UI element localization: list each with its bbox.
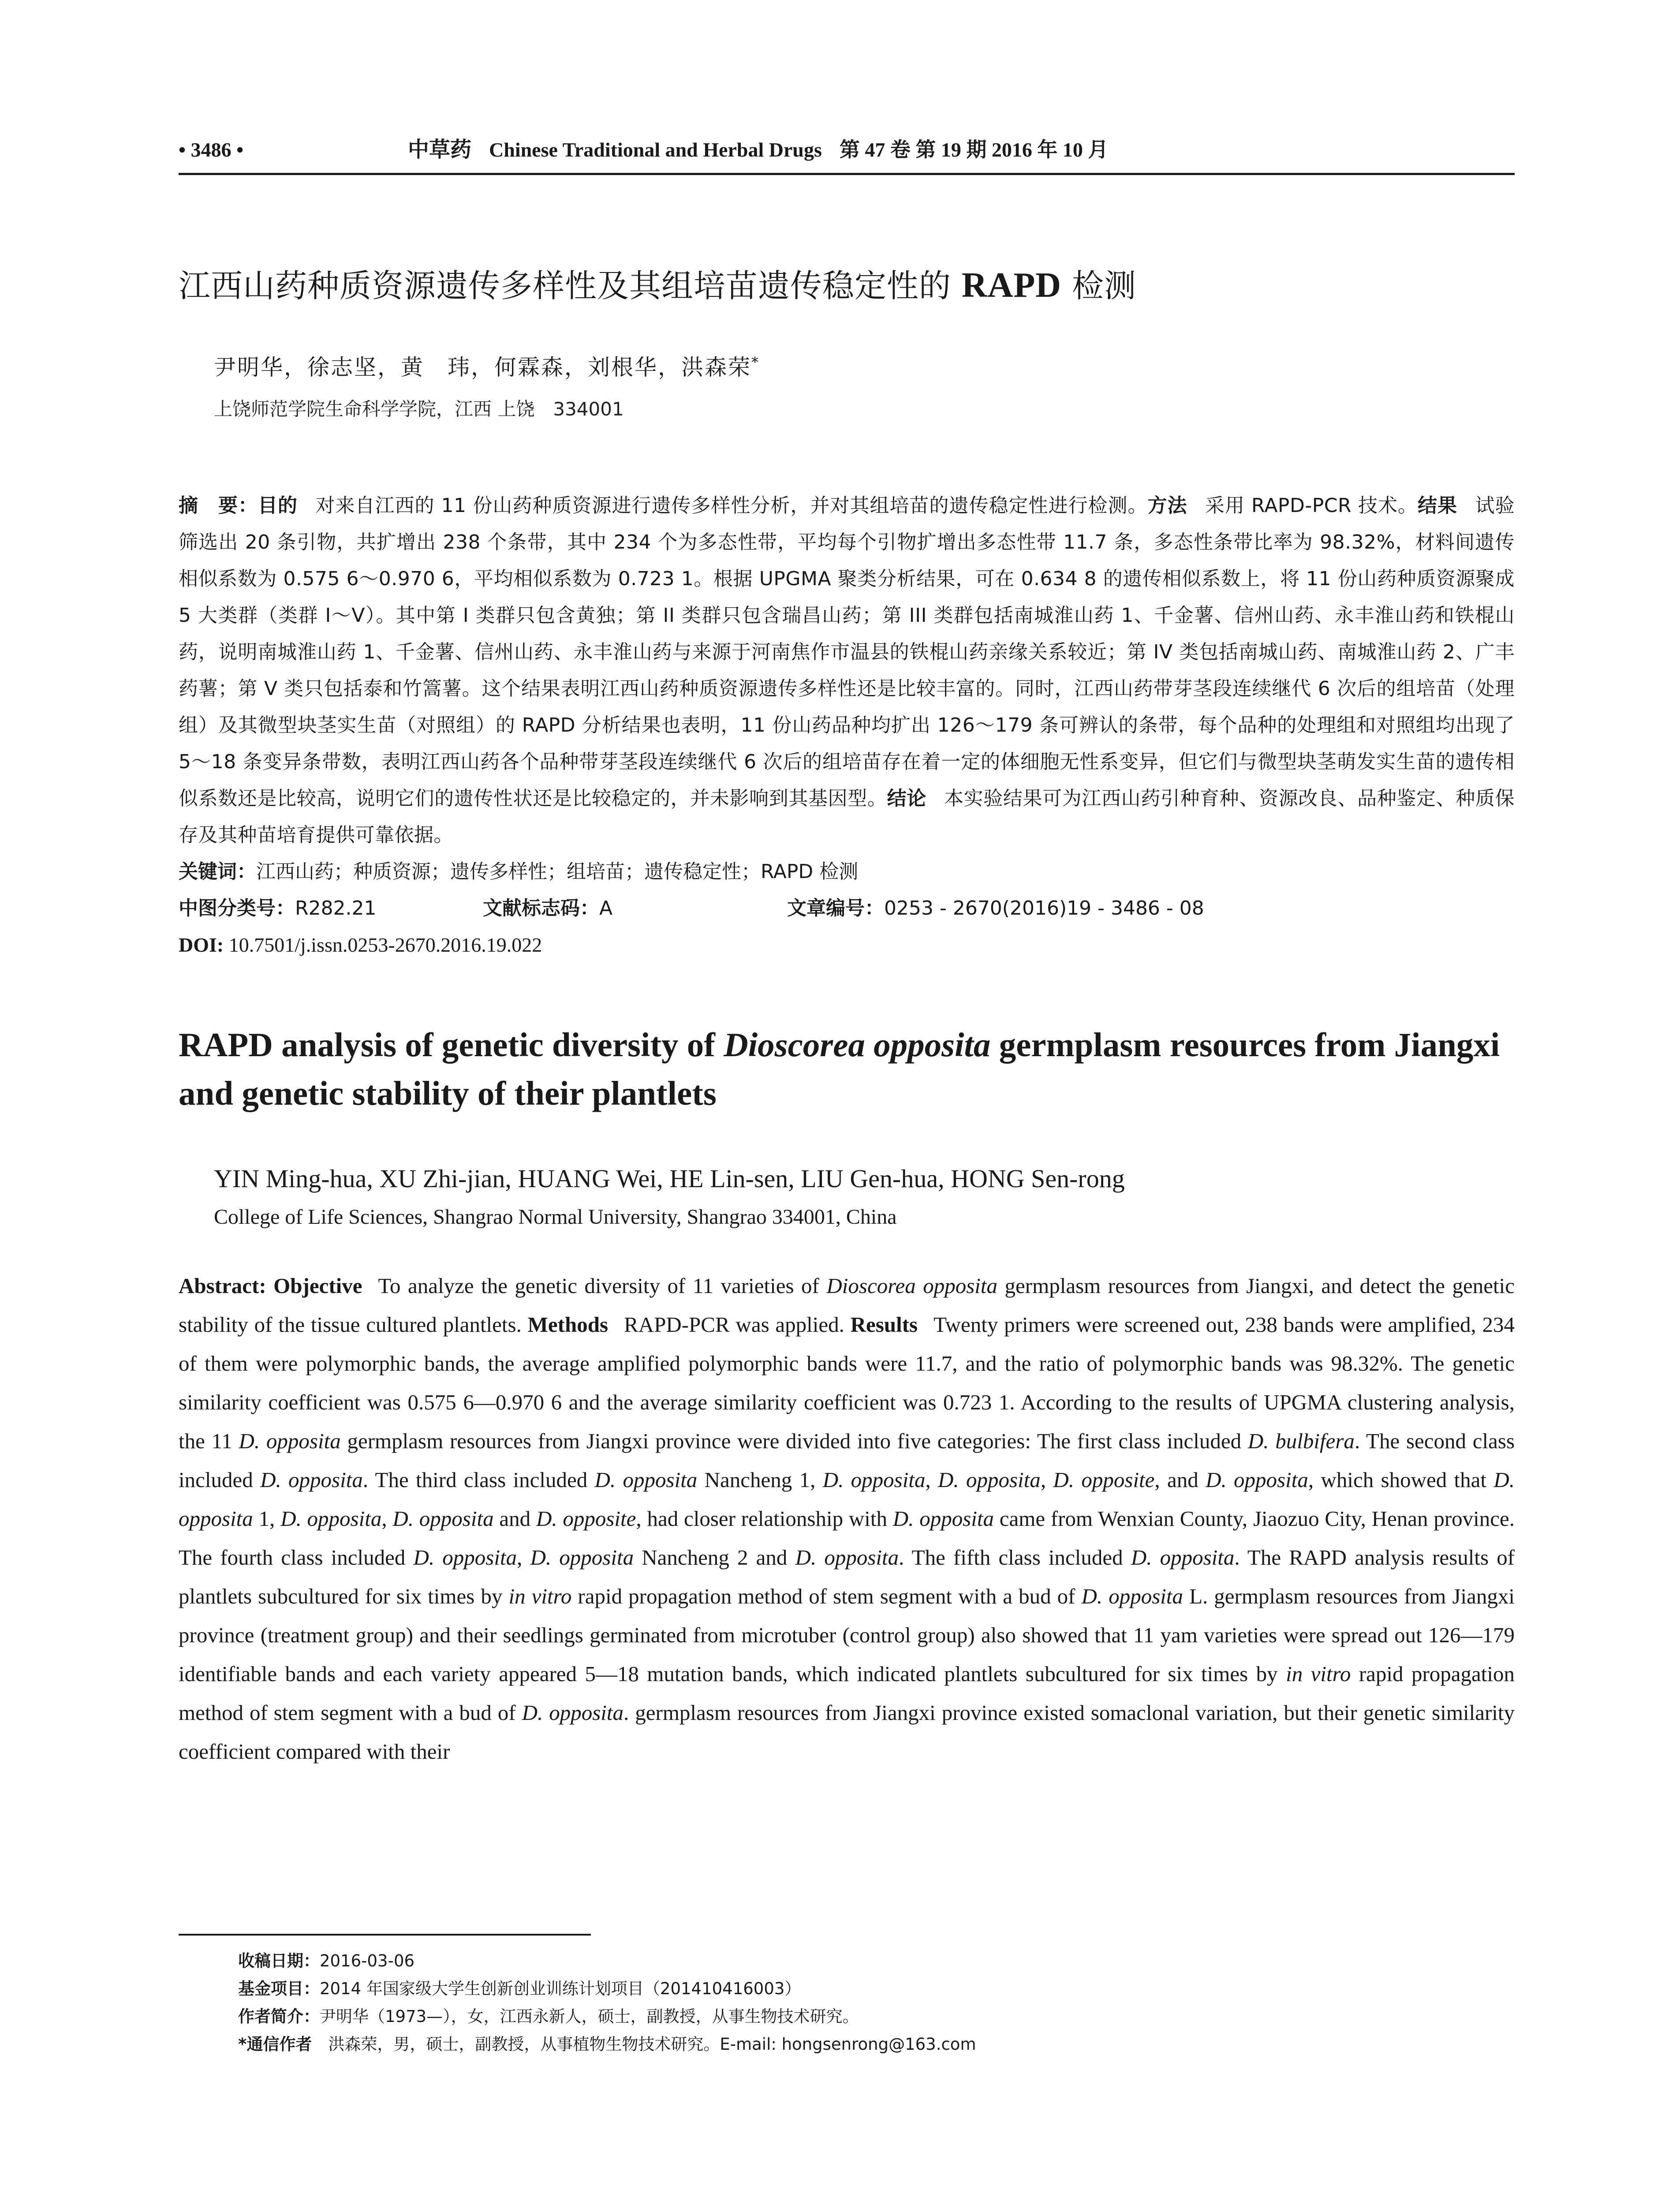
species-name: Dioscorea opposita: [826, 1274, 998, 1298]
footnote-author: [238, 2003, 1473, 2030]
clc-value: R282.21: [295, 897, 377, 919]
species-name: D. opposita: [239, 1429, 341, 1453]
results-text-en: . The fifth class included: [899, 1545, 1131, 1570]
fund-label: 基金项目：: [238, 1979, 320, 1998]
chinese-title-end: 检测: [1061, 267, 1136, 304]
article-number-block: [787, 890, 1204, 927]
results-text-en: . The third class included: [362, 1468, 595, 1492]
methods-label-en: Methods: [527, 1312, 609, 1337]
footnote-rule: [179, 1934, 591, 1936]
results-text-en: rapid propagation method of stem segment with a bud of: [179, 1662, 1515, 1725]
doi-line: [179, 927, 1515, 963]
results-text-en: ,: [517, 1545, 530, 1570]
chinese-title-main: 江西山药种质资源遗传多样性及其组培苗遗传稳定性的: [179, 267, 962, 304]
footnote-received: [238, 1947, 1473, 1975]
results-text-en: L. germplasm resources from Jiangxi province (treatment group) and their seedlings germinated from microtuber (control group) also showed that 11 yam varieties were spread out 126—179 identifiable bands and each variety appeared 5—18 mutation bands, which indicated plantlets subcultured for six times by: [179, 1584, 1515, 1686]
footnotes: [238, 1947, 1473, 2058]
chinese-author-list: 尹明华，徐志坚，黄 玮，何霖森，刘根华，洪森荣: [214, 355, 751, 380]
results-text-en: rapid propagation method of stem segment with a bud of: [571, 1584, 1082, 1608]
species-name: D. opposita: [795, 1545, 899, 1570]
results-text-en: . germplasm resources from Jiangxi province existed somaclonal variation, but their genetic similarity coefficient compared with their: [179, 1700, 1515, 1764]
species-name: D. opposite: [536, 1506, 636, 1531]
clc-block: [179, 890, 483, 927]
species-name: D. opposita: [938, 1468, 1041, 1492]
received-label: 收稿日期：: [238, 1951, 320, 1970]
chinese-affiliation: 上饶师范学院生命科学学院，江西 上饶 334001: [214, 398, 624, 420]
methods-text-en: RAPD-PCR was applied.: [624, 1312, 851, 1337]
results-label-cn: 结果: [1418, 494, 1458, 517]
results-text-en: Nancheng 2 and: [634, 1545, 795, 1570]
article-number-label: 文章编号：: [787, 897, 884, 919]
english-title-a: RAPD analysis of genetic diversity of: [179, 1026, 724, 1064]
results-text-en: came from Wenxian County, Jiaozuo City, Henan province. The fourth class included: [179, 1506, 1515, 1570]
doc-code-block: [483, 890, 787, 927]
page-number: • 3486 •: [179, 138, 244, 161]
journal-name-cn: 中草药: [408, 137, 472, 162]
english-authors: YIN Ming-hua, XU Zhi-jian, HUANG Wei, HE Lin-sen, LIU Gen-hua, HONG Sen-rong: [214, 1164, 1125, 1193]
chinese-authors: [214, 350, 1515, 381]
conclusion-text-cn: 本实验结果可为江西山药引种育种、资源改良、品种鉴定、种质保存及其种苗培育提供可靠依据。: [179, 787, 1515, 846]
species-name: D. opposita: [522, 1700, 624, 1725]
results-text-en: ,: [925, 1468, 938, 1492]
results-text-en: ,: [381, 1506, 393, 1531]
results-text-en: and: [493, 1506, 536, 1531]
article-page: [179, 132, 1515, 1771]
english-title-species: Dioscorea opposita: [724, 1026, 991, 1064]
methods-text-cn: 采用 RAPD-PCR 技术。: [1205, 494, 1418, 517]
chinese-title-rapd: RAPD: [961, 266, 1062, 305]
footnote-corresponding: [238, 2030, 1473, 2058]
species-name: D. opposite: [1053, 1468, 1155, 1492]
results-text-en: Twenty primers were screened out, 238 bands were amplified, 234 of them were polymorphic bands, the average amplified polymorphic bands were 11.7, and the ratio of polymorphic bands was 98.32%. The genetic similarity coefficient was 0.575 6—0.970 6 and the average similarity coefficient was 0.723 1. According to the results of UPGMA clustering analysis, the 11: [179, 1312, 1515, 1453]
english-title: [179, 1020, 1515, 1117]
results-text-cn: 试验筛选出 20 条引物，共扩增出 238 个条带，其中 234 个为多态性带，平均每个引物扩增出多态性带 11.7 条，多态性条带比率为 98.32%，材料间遗传相似系数为 0.575 6～0.970 6，平均相似系数为 0.723 1。根据 UPGMA 聚类分析结果，可在 0.634 8 的遗传相似系数上，将 11 份山药种质资源聚成 5 大类群（类群 I～V）。其中第 I 类群只包含黄独；第 II 类群只包含瑞昌山药；第 III 类群包括南城淮山药 1、千金薯、信州山药、永丰淮山药和铁棍山药，说明南城淮山药 1、千金薯、信州山药、永丰淮山药与来源于河南焦作市温县的铁棍山药亲缘关系较近；第 IV 类包括南城山药、南城淮山药 2、广丰药薯；第 V 类只包括泰和竹篙薯。这个结果表明江西山药种质资源遗传多样性还是比较丰富的。同时，江西山药带芽茎段连续继代 6 次后的组培苗（处理组）及其微型块茎实生苗（对照组）的 RAPD 分析结果也表明，11 份山药品种均扩出 126～179 条可辨认的条带，每个品种的处理组和对照组均出现了 5～18 条变异条带数，表明江西山药各个品种带芽茎段连续继代 6 次后的组培苗存在着一定的体细胞无性系变异，但它们与微型块茎萌发实生苗的遗传相似系数还是比较高，说明它们的遗传性状还是比较稳定的，并未影响到其基因型。: [179, 494, 1515, 810]
chinese-title: [179, 263, 1515, 308]
species-name: D. opposita: [1081, 1584, 1183, 1608]
in-vitro-term: in vitro: [1286, 1662, 1351, 1686]
keywords-label: 关键词：: [179, 860, 256, 883]
species-name: D. opposita: [260, 1468, 363, 1492]
clc-label: 中图分类号：: [179, 897, 295, 919]
article-number-value: 0253 - 2670(2016)19 - 3486 - 08: [884, 897, 1204, 919]
author-bio: 尹明华（1973—），女，江西永新人，硕士，副教授，从事生物技术研究。: [320, 2007, 859, 2026]
journal-name-en: Chinese Traditional and Herbal Drugs: [489, 138, 822, 161]
objective-text-en: germplasm resources from Jiangxi, and detect the genetic stability of the tissue cultured plantlets.: [179, 1274, 1515, 1337]
species-name: D. bulbifera: [1247, 1429, 1355, 1453]
objective-text-en: To analyze the genetic diversity of 11 varieties of: [378, 1274, 827, 1298]
species-name: D. opposita: [594, 1468, 698, 1492]
species-name: D. opposita: [530, 1545, 634, 1570]
english-affiliation: College of Life Sciences, Shangrao Normal University, Shangrao 334001, China: [214, 1205, 897, 1229]
doc-code-label: 文献标志码：: [483, 897, 599, 919]
results-text-en: , which showed that: [1308, 1468, 1494, 1492]
results-text-en: , had closer relationship with: [636, 1506, 893, 1531]
journal-issue: 第 47 卷 第 19 期 2016 年 10 月: [839, 138, 1109, 161]
results-text-en: 1,: [253, 1506, 281, 1531]
results-text-en: ,: [1040, 1468, 1053, 1492]
species-name: D. opposita: [413, 1545, 517, 1570]
results-text-en: . The RAPD analysis results of plantlets subcultured for six times by: [179, 1545, 1515, 1608]
abstract-objective-label-en: Abstract: Objective: [179, 1274, 362, 1298]
objective-text-cn: 对来自江西的 11 份山药种质资源进行遗传多样性分析，并对其组培苗的遗传稳定性进行检测。: [315, 494, 1148, 517]
results-text-en: , and: [1154, 1468, 1206, 1492]
results-text-en: Nancheng 1,: [697, 1468, 823, 1492]
species-name: D. opposita: [280, 1506, 382, 1531]
running-header: [179, 132, 1515, 175]
conclusion-label-cn: 结论: [887, 787, 926, 810]
english-abstract: [179, 1267, 1515, 1771]
corresponding-label: *通信作者: [238, 2035, 312, 2054]
corresponding-info: 洪森荣，男，硕士，副教授，从事植物生物技术研究。E-mail: hongsenrong@163.com: [328, 2035, 976, 2054]
doi-label: DOI:: [179, 934, 224, 956]
results-text-en: . The second class included: [179, 1429, 1515, 1492]
species-name: D. opposita: [822, 1468, 926, 1492]
doc-code-value: A: [599, 897, 613, 919]
classification-line: [179, 890, 1515, 927]
received-date: 2016-03-06: [320, 1951, 415, 1970]
english-title-b: germplasm resources from Jiangxi and genetic stability of their plantlets: [179, 1026, 1500, 1112]
keywords-line: [179, 853, 1515, 890]
corresponding-mark: *: [751, 354, 760, 371]
chinese-abstract: [179, 487, 1515, 853]
footnote-fund: [238, 1975, 1473, 2003]
results-label-en: Results: [850, 1312, 918, 1337]
species-name: D. opposita: [179, 1468, 1515, 1531]
methods-label-cn: 方法: [1147, 494, 1187, 517]
in-vitro-term: in vitro: [508, 1584, 572, 1608]
species-name: D. opposita: [1206, 1468, 1308, 1492]
objective-label-cn: 目的: [258, 494, 298, 517]
author-bio-label: 作者简介：: [238, 2007, 320, 2026]
doi-value: 10.7501/j.issn.0253-2670.2016.19.022: [228, 934, 542, 956]
fund-text: 2014 年国家级大学生创新创业训练计划项目（201410416003）: [320, 1979, 801, 1998]
abstract-label-cn: 摘 要：: [179, 494, 258, 517]
species-name: D. opposita: [392, 1506, 494, 1531]
species-name: D. opposita: [892, 1506, 994, 1531]
keywords: 江西山药；种质资源；遗传多样性；组培苗；遗传稳定性；RAPD 检测: [256, 860, 859, 883]
results-text-en: germplasm resources from Jiangxi province were divided into five categories: The first class included: [340, 1429, 1248, 1453]
species-name: D. opposita: [1131, 1545, 1235, 1570]
